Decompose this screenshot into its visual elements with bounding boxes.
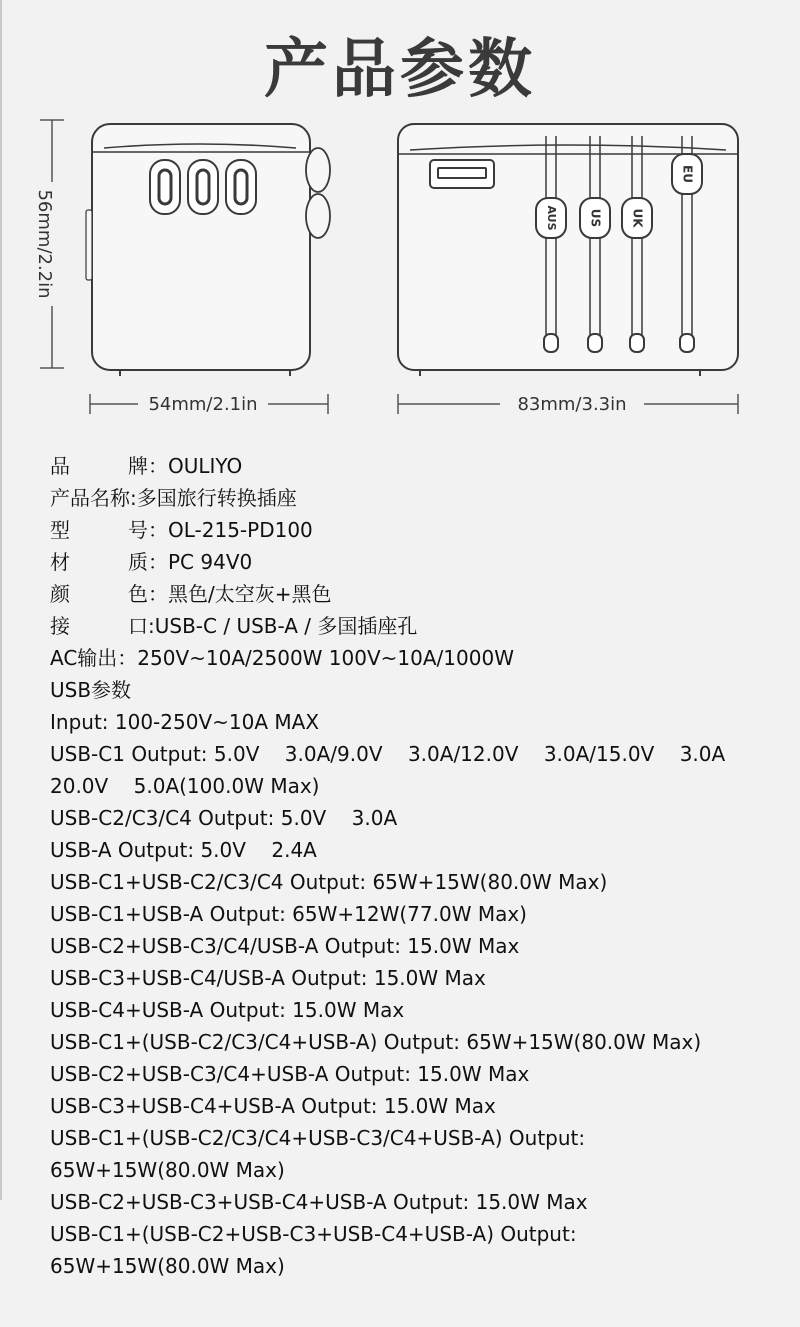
- svg-text:AUS: AUS: [545, 205, 558, 231]
- plug-slider-aus: [536, 198, 566, 238]
- height-dimension: [34, 120, 64, 368]
- usb-spec-line: USB-C1+USB-C2/C3/C4 Output: 65W+15W(80.0W Max): [50, 870, 608, 894]
- usb-spec-line: USB-C2+USB-C3+USB-C4+USB-A Output: 15.0W Max: [50, 1190, 588, 1214]
- spec-ac-output: AC输出 ： 250V~10A/2500W 100V~10A/1000W: [50, 642, 790, 674]
- usb-a-port-icon: [430, 160, 494, 188]
- plug-slider-us: [580, 198, 610, 238]
- usb-spec-line: USB-C2+USB-C3/C4+USB-A Output: 15.0W Max: [50, 1062, 530, 1086]
- spec-material-value: PC 94V0: [168, 550, 253, 574]
- usb-heading: USB参数: [50, 678, 132, 702]
- page-title: 产品参数: [264, 33, 536, 107]
- usb-spec-line: USB-C3+USB-C4+USB-A Output: 15.0W Max: [50, 1094, 496, 1118]
- height-label: 56mm/2.2in: [34, 189, 55, 299]
- spec-brand: 品 牌 ： OULIYO: [50, 450, 790, 482]
- usb-spec-line: USB-C1+(USB-C2+USB-C3+USB-C4+USB-A) Output:: [50, 1222, 577, 1246]
- svg-text:US: US: [588, 208, 603, 228]
- spec-product-name-value: 多国旅行转换插座: [136, 486, 297, 510]
- usb-spec-line: USB-C4+USB-A Output: 15.0W Max: [50, 998, 405, 1022]
- spec-list: [50, 450, 790, 1282]
- svg-text:UK: UK: [630, 208, 645, 228]
- spec-ports: 接 口 : USB-C / USB-A / 多国插座孔: [50, 610, 790, 642]
- usb-spec-line: 20.0V 5.0A(100.0W Max): [50, 774, 320, 798]
- front-view: [86, 124, 330, 376]
- spec-brand-value: OULIYO: [168, 454, 243, 478]
- length-dimension: [398, 392, 738, 416]
- spec-ports-value: USB-C / USB-A / 多国插座孔: [154, 614, 418, 638]
- spec-product-name: 产品名称 : 多国旅行转换插座: [50, 482, 790, 514]
- usb-spec-line: USB-C1+(USB-C2/C3/C4+USB-C3/C4+USB-A) Output:: [50, 1126, 586, 1150]
- plug-slider-eu: [672, 154, 702, 194]
- spec-model: 型 号 ： OL-215-PD100: [50, 514, 790, 546]
- usb-spec-line: 65W+15W(80.0W Max): [50, 1158, 285, 1182]
- product-dimension-diagram: [0, 110, 800, 430]
- spec-model-value: OL-215-PD100: [168, 518, 313, 542]
- usb-spec-line: 65W+15W(80.0W Max): [50, 1254, 285, 1278]
- usb-spec-line: USB-C2+USB-C3/C4/USB-A Output: 15.0W Max: [50, 934, 520, 958]
- usb-spec-line: USB-C1+(USB-C2/C3/C4+USB-A) Output: 65W+15W(80.0W Max): [50, 1030, 702, 1054]
- usb-spec-line: Input: 100-250V~10A MAX: [50, 710, 320, 734]
- spec-ac-output-value: 250V~10A/2500W 100V~10A/1000W: [137, 646, 514, 670]
- usb-c-port-icon: [150, 160, 180, 214]
- usb-spec-line: USB-C1+USB-A Output: 65W+12W(77.0W Max): [50, 902, 527, 926]
- usb-spec-line: USB-C3+USB-C4/USB-A Output: 15.0W Max: [50, 966, 486, 990]
- usb-c-port-icon: [188, 160, 218, 214]
- usb-spec-line: USB-C1 Output: 5.0V 3.0A/9.0V 3.0A/12.0V 3.0A/15.0V 3.0A: [50, 742, 726, 766]
- length-label: 83mm/3.3in: [517, 394, 627, 415]
- spec-color: 颜 色 ： 黑色/太空灰+黑色: [50, 578, 790, 610]
- usb-spec-line: USB-A Output: 5.0V 2.4A: [50, 838, 317, 862]
- usb-spec-line: USB-C2/C3/C4 Output: 5.0V 3.0A: [50, 806, 398, 830]
- side-view: [398, 124, 738, 376]
- usb-c-port-icon: [226, 160, 256, 214]
- spec-color-value: 黑色/太空灰+黑色: [168, 582, 332, 606]
- svg-text:EU: EU: [680, 165, 695, 183]
- width-dimension: [90, 392, 328, 416]
- spec-material: 材 质 ： PC 94V0: [50, 546, 790, 578]
- width-label: 54mm/2.1in: [148, 394, 258, 415]
- plug-slider-uk: [622, 198, 652, 238]
